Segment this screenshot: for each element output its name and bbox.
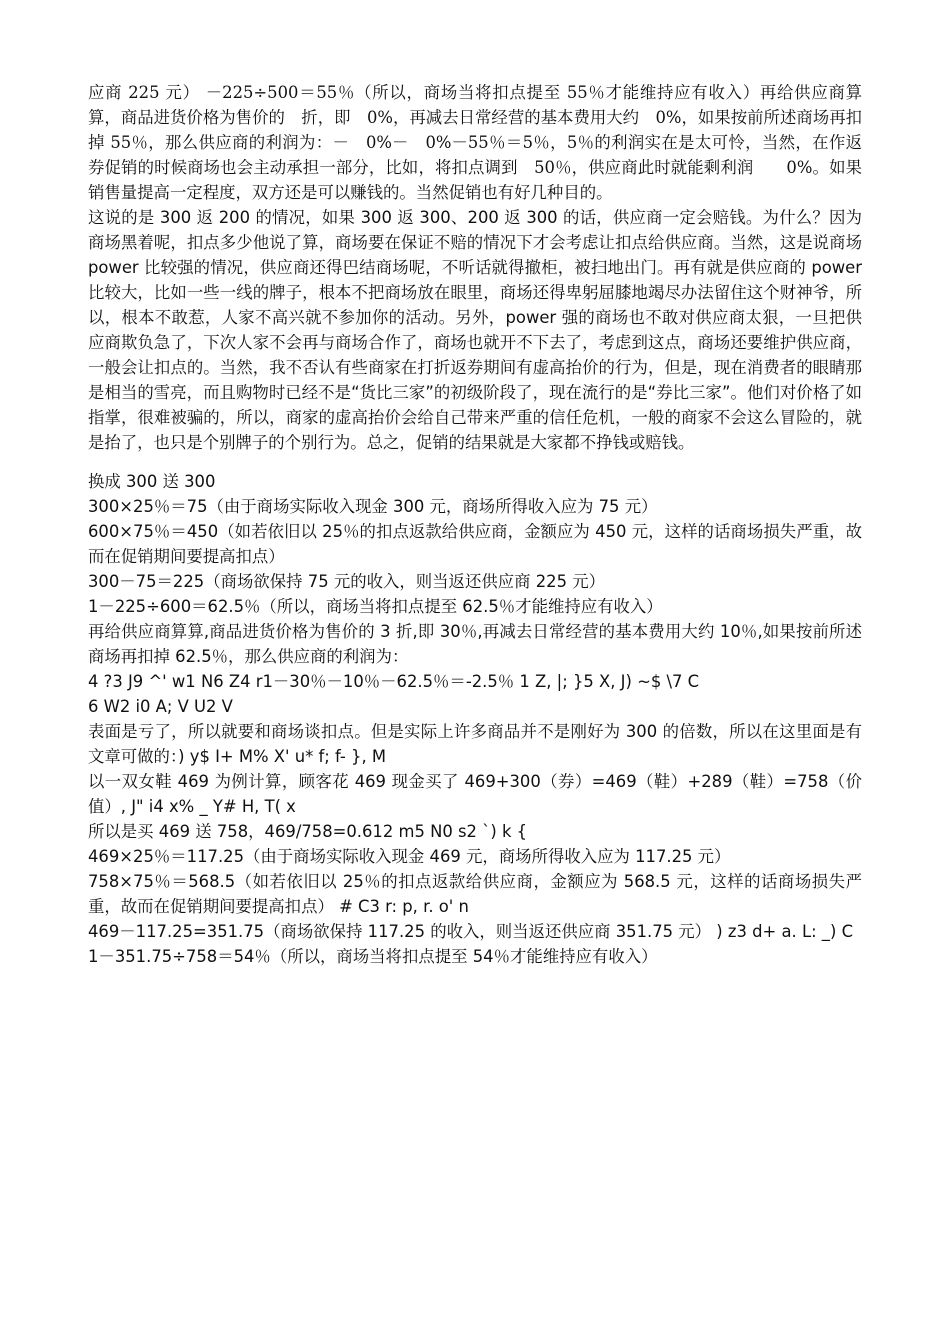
paragraph-calc-1: 300×25％＝75（由于商场实际收入现金 300 元，商场所得收入应为 75 元） xyxy=(88,497,658,516)
paragraph-calc-7: 469－117.25=351.75（商场欲保持 117.25 的收入，则当返还供应商 351.75 元） ) z3 d+ a. L: _) C xyxy=(88,922,854,941)
paragraph-discount-intro: 应商 225 元） －225÷500＝55％（所以，商场当将扣点提至 55％才能维持应有收入）再给供应商算算，商品进货价格为售价的 折，即 0%，再减去日常经营的基本费用大约 0%，如果按前所述商场再扣掉 55％，那么供应商的利润为：－ 0%－ 0%－55％＝5％，5％的利润实在是太可怜，当然，在作返券促销的时候商场也会主动承担一部分，比如，将扣点调到 50％，供应商此时就能剩利润 0%。如果销售量提高一定程度，双方还是可以赚钱的。当然促销也有好几种目的。 xyxy=(88,83,862,202)
paragraph-calc-5: 469×25％＝117.25（由于商场实际收入现金 469 元，商场所得收入应为 117.25 元） xyxy=(88,847,731,866)
paragraph-noise: 6 W2 i0 A; V U2 V xyxy=(88,697,233,716)
paragraph-calc-4: 1－225÷600＝62.5％（所以，商场当将扣点提至 62.5％才能维持应有收入） xyxy=(88,597,663,616)
paragraph-negotiation: 表面是亏了，所以就要和商场谈扣点。但是实际上许多商品并不是刚好为 300 的倍数，所以在这里面是有文章可做的：) y$ I+ M% X' u* f; f- }, M xyxy=(88,722,862,766)
paragraph-ratio: 所以是买 469 送 758，469/758=0.612 m5 N0 s2 `) k { xyxy=(88,822,528,841)
paragraph-shoe-example: 以一双女鞋 469 为例计算，顾客花 469 现金买了 469+300（券）=469（鞋）+289（鞋）=758（价值）, J" i4 x% _ Y# H, T( x xyxy=(88,772,862,816)
paragraph-calc-2: 600×75％＝450（如若依旧以 25％的扣点返款给供应商，金额应为 450 元，这样的话商场损失严重，故而在促销期间要提高扣点） xyxy=(88,522,862,566)
paragraph-calc-6: 758×75％＝568.5（如若依旧以 25％的扣点返款给供应商，金额应为 568.5 元，这样的话商场损失严重，故而在促销期间要提高扣点） # C3 r: p, r. o' n xyxy=(88,872,862,916)
paragraph-calc-8: 1－351.75÷758＝54％（所以，商场当将扣点提至 54％才能维持应有收入） xyxy=(88,947,658,966)
paragraph-supplier-calc: 再给供应商算算,商品进货价格为售价的 3 折,即 30％,再减去日常经营的基本费用大约 10％,如果按前所述商场再扣掉 62.5％，那么供应商的利润为： xyxy=(88,622,862,666)
paragraph-calc-3: 300－75＝225（商场欲保持 75 元的收入，则当返还供应商 225 元） xyxy=(88,572,605,591)
paragraph-300-send-300-title: 换成 300 送 300 xyxy=(88,472,216,491)
paragraph-power-discussion: 这说的是 300 返 200 的情况，如果 300 返 300、200 返 300 的话，供应商一定会赔钱。为什么？因为商场黑着呢，扣点多少他说了算，商场要在保证不赔的情况下才会考虑让扣点给供应商。当然，这是说商场 power 比较强的情况，供应商还得巴结商场呢，不听话就得撤柜，被扫地出门。再有就是供应商的 power 比较大，比如一些一线的牌子，根本不把商场放在眼里，商场还得卑躬屈膝地竭尽办法留住这个财神爷，所以，根本不敢惹，人家不高兴就不参加你的活动。另外，power 强的商场也不敢对供应商太狠，一旦把供应商欺负急了，下次人家不会再与商场合作了，商场也就开不下去了，考虑到这点，商场还要维护供应商，一般会让扣点的。当然，我不否认有些商家在打折返券期间有虚高抬价的行为，但是，现在消费者的眼睛那是相当的雪亮，而且购物时已经不是“货比三家”的初级阶段了，现在流行的是“券比三家”。他们对价格了如指掌，很难被骗的，所以，商家的虚高抬价会给自己带来严重的信任危机，一般的商家不会这么冒险的，就是抬了，也只是个别牌子的个别行为。总之，促销的结果就是大家都不挣钱或赔钱。 xyxy=(88,208,862,452)
paragraph-profit-formula: 4 ?3 J9 ^' w1 N6 Z4 r1－30％－10％－62.5％＝-2.5％ 1 Z, |; }5 X, J) ~$ \7 C xyxy=(88,672,700,691)
